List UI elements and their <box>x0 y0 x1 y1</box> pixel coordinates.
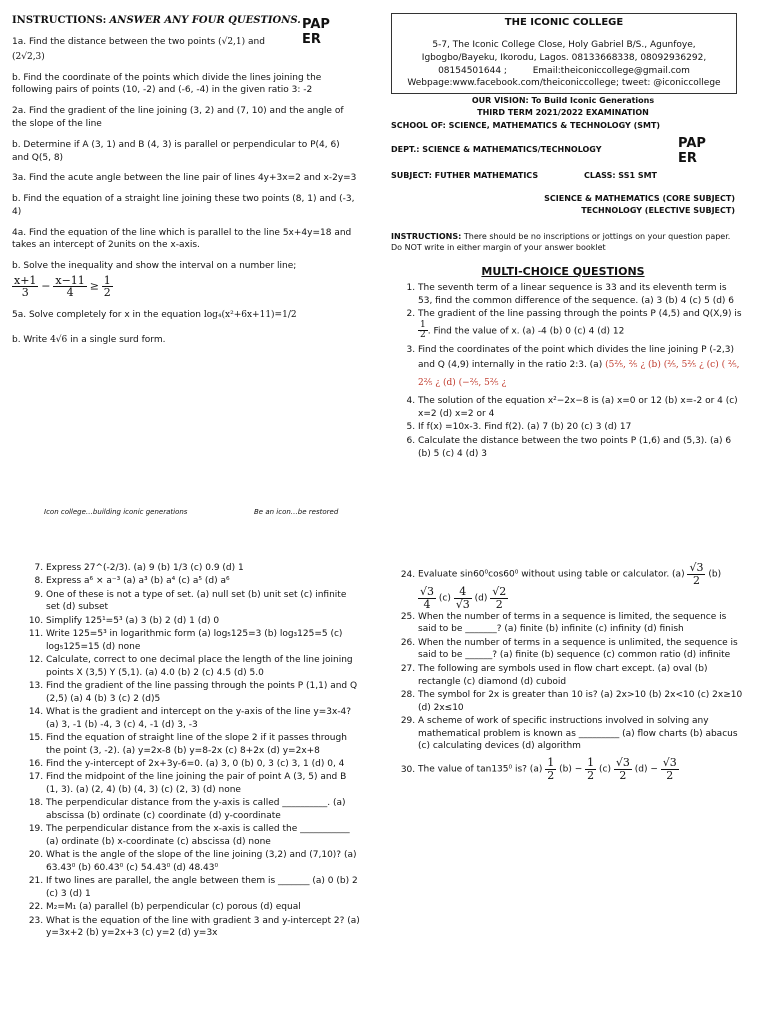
footer-left: Icon college…building iconic generations <box>44 508 188 516</box>
college-header-box <box>391 13 737 94</box>
mcq-item-23: 23. What is the equation of the line with gradient 3 and y-intercept 2? (a) y=3x+2 (b) y=2x+3 (c) y=2 (d) y=3x <box>46 915 361 941</box>
class-line: CLASS: SS1 SMT <box>584 171 658 180</box>
mcq-item-22: 22. M₂=M₁ (a) parallel (b) perpendicular (c) porous (d) equal <box>46 901 361 914</box>
option-24c: $\frac{4}{√3}$ <box>455 585 470 611</box>
mcq-item-13: 13. Find the gradient of the line passing through the points P (1,1) and Q (2,5) (a) 4 (b) 3 (c) 2 (d)5 <box>46 680 361 706</box>
option-24d: $\frac{√2}{2}$ <box>492 585 507 611</box>
point-1: (√2,1) <box>218 37 246 48</box>
mcq-item-10: 10. Simplify 125¹=5³ (a) 3 (b) 2 (d) 1 (d) 0 <box>46 615 361 628</box>
minus-sign: − <box>41 279 51 293</box>
mcq-right-top <box>388 282 743 461</box>
question-2a: 2a. Find the gradient of the line joining (3, 2) and (7, 10) and the angle of the slope of the line <box>12 106 344 130</box>
mcq-item-30: 30. The value of tan135⁰ is? (a) $\frac{1}{2}$ (b) − $\frac{1}{2}$ (c) $\frac{√3}{2}$ (d) − $\frac{√3}{2}$ <box>418 757 743 781</box>
mcq-item-28: 28. The symbol for 2x is greater than 10 is? (a) 2x>10 (b) 2x<10 (c) 2x≥10 (d) 2x≤10 <box>418 689 743 715</box>
mcq-item-15: 15. Find the equation of straight line of the slope 2 if it passes through the point (3, -2). (a) y=2x-8 (b) y=8-2x (c) 8+2x (d) y=2x+8 <box>46 732 361 758</box>
fraction-1: $\frac{x+1}{3}$ <box>14 273 37 300</box>
mcq-item-2: 2. The gradient of the line passing through the points P (4,5) and Q(X,9) is $\frac{1}{2}$ . Find the value of x. (a) -4 (b) 0 (c) 4 (d) 12 <box>418 308 743 341</box>
mcq-left-bottom <box>16 562 361 941</box>
mcq-item-1: 1. The seventh term of a linear sequence is 33 and its eleventh term is 53, find the common difference of the sequence. (a) 3 (b) 4 (c) 5 (d) 6 <box>418 282 743 308</box>
fraction-3: $\frac{1}{2}$ <box>103 273 111 300</box>
exam-instructions <box>391 231 741 254</box>
mcq-item-27: 27. The following are symbols used in flow chart except. (a) oval (b) rectangle (c) diamond (d) cuboid <box>418 663 743 689</box>
question-5b <box>12 334 357 347</box>
mcq-item-20: 20. What is the angle of the slope of the line joining (3,2) and (7,10)? (a) 63.43⁰ (b) 60.43⁰ (c) 54.43⁰ (d) 48.43⁰ <box>46 849 361 875</box>
address-line-2: Igbogbo/Bayeku, Ikorodu, Lagos. 08133668338, 08092936292, <box>421 52 707 63</box>
and-word: and <box>248 37 265 48</box>
footer-right: Be an icon…be restored <box>254 508 339 516</box>
question-5a <box>12 309 357 322</box>
exam-instructions-label: INSTRUCTIONS: <box>391 232 462 241</box>
question-3a: 3a. Find the acute angle between the line pair of lines 4y+3x=2 and x-2y=3 <box>12 173 357 184</box>
mcq-list-24-30 <box>388 562 743 781</box>
mcq-right-bottom <box>388 562 743 782</box>
subject-line: SUBJECT: FUTHER MATHEMATICS <box>391 171 539 180</box>
vision-line: OUR VISION: To Build Iconic Generations <box>471 96 655 105</box>
dept-line: DEPT.: SCIENCE & MATHEMATICS/TECHNOLOGY <box>391 145 602 154</box>
option-24a: $\frac{√3}{2}$ <box>689 561 704 587</box>
inequality <box>12 275 357 299</box>
question-1a-text: 1a. Find the distance between the two points <box>12 37 216 48</box>
fraction-2: $\frac{x-11}{4}$ <box>55 273 85 300</box>
mcq-item-7: 7. Express 27^(-2/3). (a) 9 (b) 1/3 (c) 0.9 (d) 1 <box>46 562 361 575</box>
left-top-column <box>12 14 357 347</box>
mcq-list-7-23 <box>16 562 361 940</box>
mcq-item-3: 3. Find the coordinates of the point which divides the line joining P (-2,3) and Q (4,9) internally in the ratio 2:3. (a) (5⅖, ⅖ ¿ (b) (⅖, 5⅖ ¿ (c) ( ⅖, 2⅖ ¿ (d) (−⅖, 5⅖ ¿ <box>418 344 743 393</box>
exam-line: THIRD TERM 2021/2022 EXAMINATION <box>477 108 649 117</box>
paper-label-right: PAP ER <box>678 136 706 166</box>
option-30d: $\frac{√3}{2}$ <box>662 756 677 782</box>
instructions-label: INSTRUCTIONS: <box>12 15 107 26</box>
mcq-item-25: 25. When the number of terms in a sequence is limited, the sequence is said to be _______? (a) finite (b) infinite (c) infinity (d) finish <box>418 611 743 637</box>
question-5a-text: 5a. Solve completely for x in the equation <box>12 310 201 320</box>
school-line: SCHOOL OF: SCIENCE, MATHEMATICS & TECHNOLOGY (SMT) <box>391 121 661 130</box>
mcq-item-8: 8. Express a⁶ × a⁻³ (a) a³ (b) a⁴ (c) a⁵ (d) a⁶ <box>46 575 361 588</box>
mcq-title: MULTI-CHOICE QUESTIONS <box>481 265 645 278</box>
mcq-item-11: 11. Write 125=5³ in logarithmic form (a) log₅125=3 (b) log₃125=5 (c) log₅125=15 (d) none <box>46 628 361 654</box>
question-1b: b. Find the coordinate of the points which divide the lines joining the following pairs of points (10, -2) and (-6, -4) in the given ratio 3: -2 <box>12 72 322 96</box>
log-equation: log₄(x²+6x+11)=1/2 <box>203 310 297 320</box>
question-5b-post: in a single surd form. <box>70 334 166 345</box>
mcq-item-17: 17. Find the midpoint of the line joining the pair of point A (3, 5) and B (1, 3). (a) (2, 4) (b) (4, 3) (c) (2, 3) (d) none <box>46 771 361 797</box>
instructions-text: ANSWER ANY FOUR QUESTIONS. <box>109 15 301 26</box>
surd-expression: 4√6 <box>50 334 68 345</box>
mcq-item-29: 29. A scheme of work of specific instructions involved in solving any mathematical problem is known as _________ (a) flow charts (b) abacus (c) calculating devices (d) algorithm <box>418 715 743 753</box>
question-4b: b. Solve the inequality and show the interval on a number line; <box>12 261 297 272</box>
core-subject-line: SCIENCE & MATHEMATICS (CORE SUBJECT) <box>544 194 735 203</box>
question-4a: 4a. Find the equation of the line which is parallel to the line 5x+4y=18 and takes an intercept of 2units on the x-axis. <box>12 227 352 251</box>
mcq-item-12: 12. Calculate, correct to one decimal place the length of the line joining points X (3,5) Y (5,1). (a) 4.0 (b) 2 (c) 4.5 (d) 5.0 <box>46 654 361 680</box>
mcq-list-1-6 <box>388 282 743 460</box>
mcq-item-5: 5. If f(x) =10x-3. Find f(2). (a) 7 (b) 20 (c) 3 (d) 17 <box>418 421 743 434</box>
email-address: Email:theiconiccollege@gmail.com <box>532 65 690 76</box>
phone-number: 08154501644 ; <box>438 65 507 76</box>
mcq-item-14: 14. What is the gradient and intercept on the y-axis of the line y=3x-4? (a) 3, -1 (b) -4, 3 (c) 4, -1 (d) 3, -3 <box>46 706 361 732</box>
mcq-item-16: 16. Find the y-intercept of 2x+3y-6=0. (a) 3, 0 (b) 0, 3 (c) 3, 1 (d) 0, 4 <box>46 758 361 771</box>
paper-label-left: PAP ER <box>302 17 330 47</box>
mcq-item-24: 24. Evaluate sin60⁰cos60⁰ without using table or calculator. (a) $\frac{√3}{2}$ (b) $\frac{√3}{4}$ (c) $\frac{4}{√3}$ (d) $\frac{√2}{2}$ <box>418 562 743 610</box>
ge-sign: ≥ <box>89 279 99 293</box>
elective-subject-line: TECHNOLOGY (ELECTIVE SUBJECT) <box>581 206 735 215</box>
mcq-item-9: 9. One of these is not a type of set. (a) null set (b) unit set (c) infinite set (d) subset <box>46 589 361 615</box>
option-24b: $\frac{√3}{4}$ <box>420 585 435 611</box>
point-2: (2√2,3) <box>12 51 45 62</box>
fraction-half: $\frac{1}{2}$ <box>420 319 426 341</box>
mcq-item-26: 26. When the number of terms in a sequence is unlimited, the sequence is said to be ______? (a) finite (b) sequence (c) common ratio (d) infinite <box>418 637 743 663</box>
address-line-1: 5-7, The Iconic College Close, Holy Gabriel B/S., Agunfoye, <box>432 40 696 51</box>
mcq-item-6: 6. Calculate the distance between the two points P (1,6) and (5,3). (a) 6 (b) 5 (c) 4 (d) 3 <box>418 435 743 461</box>
contact-line <box>392 65 736 78</box>
question-5b-pre: b. Write <box>12 334 48 345</box>
question-3b: b. Find the equation of a straight line joining these two points (8, 1) and (-3, 4) <box>12 194 355 217</box>
college-name: THE ICONIC COLLEGE <box>504 17 624 28</box>
option-30b: $\frac{1}{2}$ <box>587 756 595 782</box>
mcq-item-19: 19. The perpendicular distance from the x-axis is called the ___________ (a) ordinate (b) x-coordinate (c) abscissa (d) none <box>46 823 361 849</box>
mcq-item-3-options: (5⅖, ⅖ ¿ (b) (⅖, 5⅖ ¿ (c) ( ⅖, 2⅖ ¿ (d) (−⅖, 5⅖ ¿ <box>418 360 740 389</box>
question-2b: b. Determine if A (3, 1) and B (4, 3) is parallel or perpendicular to P(4, 6) and Q(5, 8) <box>12 139 340 163</box>
option-30c: $\frac{√3}{2}$ <box>615 756 630 782</box>
mcq-item-18: 18. The perpendicular distance from the y-axis is called __________. (a) abscissa (b) ordinate (c) coordinate (d) y-coordinate <box>46 797 361 823</box>
webpage-line: Webpage:www.facebook.com/theiconiccollege; tweet: @iconiccollege <box>407 78 721 89</box>
mcq-item-4: 4. The solution of the equation x²−2x−8 is (a) x=0 or 12 (b) x=-2 or 4 (c) x=2 (d) x=2 or 4 <box>418 395 743 421</box>
option-30a: $\frac{1}{2}$ <box>547 756 555 782</box>
exam-instructions-text: There should be no inscriptions or jottings on your question paper. Do NOT write in either margin of your answer booklet <box>391 232 731 253</box>
mcq-item-21: 21. If two lines are parallel, the angle between them is _______ (a) 0 (b) 2 (c) 3 (d) 1 <box>46 875 361 901</box>
